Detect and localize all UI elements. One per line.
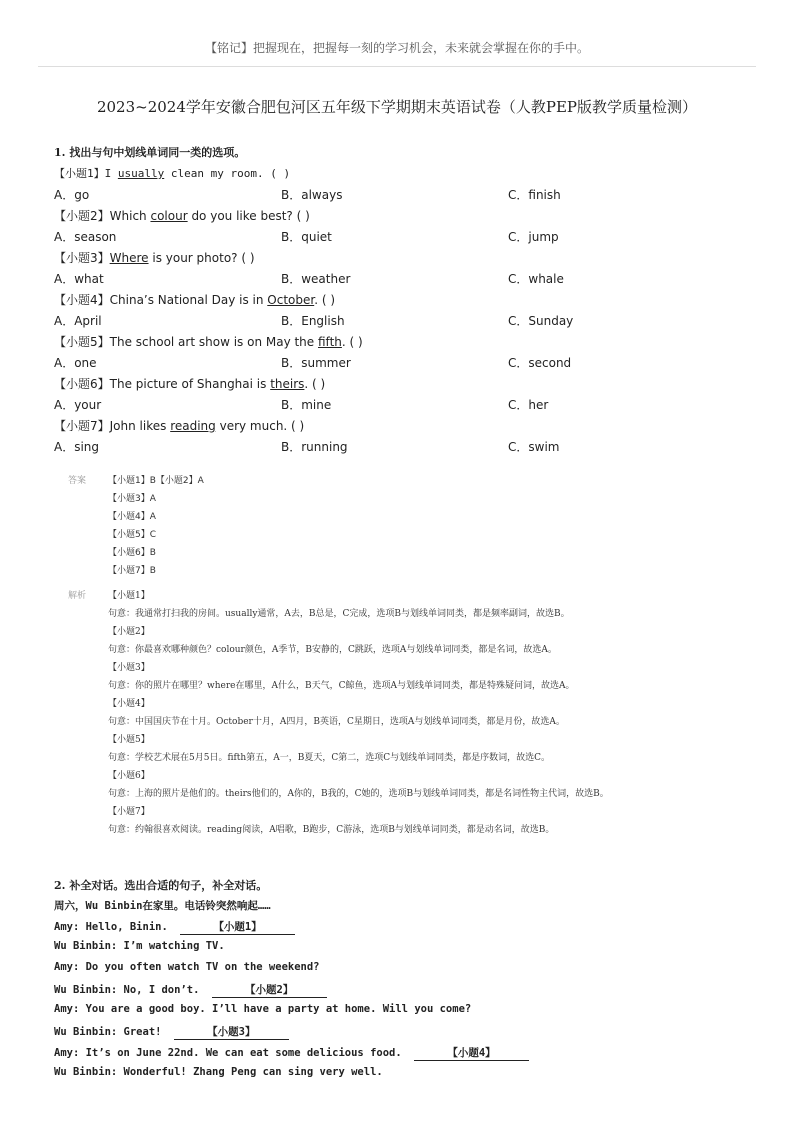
explanation-text: 句意：上海的照片是他们的。theirs他们的，A你的，B我的，C她的，选项B与划线单词同类，都是名词性物主代词，故选B。	[108, 789, 609, 799]
explanation-tag: 【小题2】	[108, 627, 150, 637]
question-number-tag: 【小题1】	[54, 167, 105, 180]
answer-line: 【小题4】A	[108, 512, 156, 522]
question-stem	[54, 207, 310, 224]
option-b[interactable]: B．English	[281, 314, 345, 328]
dialogue-line	[54, 1024, 289, 1040]
option-c[interactable]: C．swim	[508, 440, 560, 454]
explanation-text: 句意：学校艺术展在5月5日。fifth第五，A一，B夏天，C第二，选项C与划线单词同类，都是序数词，故选C。	[108, 753, 550, 763]
explanation-tag: 【小题1】	[108, 591, 150, 601]
answer-label: 答案	[68, 476, 87, 486]
option-a[interactable]: A．sing	[54, 440, 100, 454]
dialogue-text: Wu Binbin: Great!	[54, 1026, 168, 1038]
option-a[interactable]: A．season	[54, 230, 117, 244]
dialogue-line	[54, 1045, 529, 1061]
underlined-word: theirs	[270, 377, 305, 391]
option-c[interactable]: C．second	[508, 356, 572, 370]
explanation-text: 句意：你的照片在哪里？where在哪里，A什么，B天气，C鲸鱼，选项A与划线单词同类，都是特殊疑问词，故选A。	[108, 681, 575, 691]
option-b[interactable]: B．summer	[281, 356, 351, 370]
explanation-text: 句意：我通常打扫我的房间。usually通常，A去，B总是，C完成，选项B与划线单词同类，都是频率副词，故选B。	[108, 609, 570, 619]
option-b[interactable]: B．quiet	[281, 230, 332, 244]
question-number-tag: 【小题4】	[54, 293, 110, 307]
q2-heading: 2. 补全对话。选出合适的句子，补全对话。	[54, 879, 268, 892]
dialogue-text: Amy: Hello, Binin.	[54, 921, 175, 933]
stem-text: . ( )	[341, 335, 363, 349]
option-b[interactable]: B．weather	[281, 272, 351, 286]
header-divider	[38, 66, 756, 67]
header-motto: 【铭记】把握现在，把握每一刻的学习机会，未来就会掌握在你的手中。	[204, 41, 589, 55]
question-stem	[54, 375, 325, 392]
answer-blank[interactable]: 【小题1】	[180, 919, 295, 935]
dialogue-line	[54, 1003, 471, 1015]
dialogue-line	[54, 961, 320, 973]
dialogue-line	[54, 940, 225, 952]
underlined-word: usually	[117, 167, 165, 180]
stem-text: do you like best? ( )	[187, 209, 310, 223]
answer-line: 【小题7】B	[108, 566, 156, 576]
explanation-tag: 【小题6】	[108, 771, 150, 781]
stem-text: John likes	[109, 419, 171, 433]
option-b[interactable]: B．mine	[281, 398, 332, 412]
q1-heading: 1. 找出与句中划线单词同一类的选项。	[54, 146, 246, 159]
stem-text: clean my room. ( )	[164, 167, 291, 180]
answer-line: 【小题6】B	[108, 548, 156, 558]
question-number-tag: 【小题3】	[54, 251, 110, 265]
answer-line: 【小题3】A	[108, 494, 156, 504]
dialogue-line	[54, 1066, 383, 1078]
answer-blank[interactable]: 【小题4】	[414, 1045, 529, 1061]
question-stem	[54, 165, 290, 181]
option-a[interactable]: A．your	[54, 398, 102, 412]
stem-text: very much. ( )	[215, 419, 305, 433]
option-c[interactable]: C．whale	[508, 272, 564, 286]
page-title: 2023~2024学年安徽合肥包河区五年级下学期期末英语试卷（人教PEP版教学质量检测）	[96, 98, 698, 116]
stem-text: is your photo? ( )	[148, 251, 255, 265]
option-c[interactable]: C．her	[508, 398, 549, 412]
answer-line: 【小题1】B【小题2】A	[108, 476, 204, 486]
question-stem	[54, 333, 363, 350]
option-c[interactable]: C．finish	[508, 188, 561, 202]
question-number-tag: 【小题5】	[54, 335, 110, 349]
explanation-tag: 【小题7】	[108, 807, 150, 817]
stem-text: . ( )	[314, 293, 336, 307]
stem-text: China’s National Day is in	[109, 293, 268, 307]
stem-text: The school art show is on May the	[109, 335, 318, 349]
underlined-word: October	[267, 293, 315, 307]
dialogue-text: Wu Binbin: No, I don’t.	[54, 984, 206, 996]
stem-text: Which	[109, 209, 151, 223]
option-a[interactable]: A．April	[54, 314, 102, 328]
question-number-tag: 【小题7】	[54, 419, 110, 433]
dialogue-text: Amy: Do you often watch TV on the weekend?	[54, 961, 320, 973]
question-stem	[54, 249, 255, 266]
dialogue-text: Amy: You are a good boy. I’ll have a party at home. Will you come?	[54, 1003, 472, 1015]
q2-intro: 周六，Wu Binbin在家里。电话铃突然响起……	[54, 900, 271, 912]
stem-text: The picture of Shanghai is	[109, 377, 271, 391]
stem-text: . ( )	[304, 377, 326, 391]
dialogue-line	[54, 982, 327, 998]
answer-line: 【小题5】C	[108, 530, 157, 540]
explain-label: 解析	[68, 591, 87, 601]
explanation-text: 句意：你最喜欢哪种颜色？colour颜色，A季节，B安静的，C跳跃，选项A与划线单词同类，都是名词，故选A。	[108, 645, 557, 655]
option-b[interactable]: B．always	[281, 188, 343, 202]
question-stem	[54, 291, 335, 308]
explanation-tag: 【小题4】	[108, 699, 150, 709]
underlined-word: colour	[150, 209, 188, 223]
dialogue-text: Wu Binbin: Wonderful! Zhang Peng can sing very well.	[54, 1066, 383, 1078]
explanation-tag: 【小题5】	[108, 735, 150, 745]
option-c[interactable]: C．jump	[508, 230, 559, 244]
option-c[interactable]: C．Sunday	[508, 314, 574, 328]
option-a[interactable]: A．go	[54, 188, 90, 202]
underlined-word: Where	[109, 251, 149, 265]
dialogue-line	[54, 919, 295, 935]
answer-blank[interactable]: 【小题2】	[212, 982, 327, 998]
question-number-tag: 【小题6】	[54, 377, 110, 391]
stem-text: I	[104, 167, 118, 180]
answer-blank[interactable]: 【小题3】	[174, 1024, 289, 1040]
explanation-text: 句意：约翰很喜欢阅读。reading阅读，A唱歌，B跑步，C游泳，选项B与划线单词同类，都是动名词，故选B。	[108, 825, 555, 835]
explanation-text: 句意：中国国庆节在十月。October十月，A四月，B英语，C星期日，选项A与划线单词同类，都是月份，故选A。	[108, 717, 565, 727]
question-stem	[54, 417, 304, 434]
option-b[interactable]: B．running	[281, 440, 348, 454]
option-a[interactable]: A．one	[54, 356, 97, 370]
explanation-tag: 【小题3】	[108, 663, 150, 673]
underlined-word: fifth	[318, 335, 342, 349]
dialogue-text: Wu Binbin: I’m watching TV.	[54, 940, 225, 952]
dialogue-text: Amy: It’s on June 22nd. We can eat some delicious food.	[54, 1047, 409, 1059]
option-a[interactable]: A．what	[54, 272, 104, 286]
underlined-word: reading	[170, 419, 216, 433]
question-number-tag: 【小题2】	[54, 209, 110, 223]
